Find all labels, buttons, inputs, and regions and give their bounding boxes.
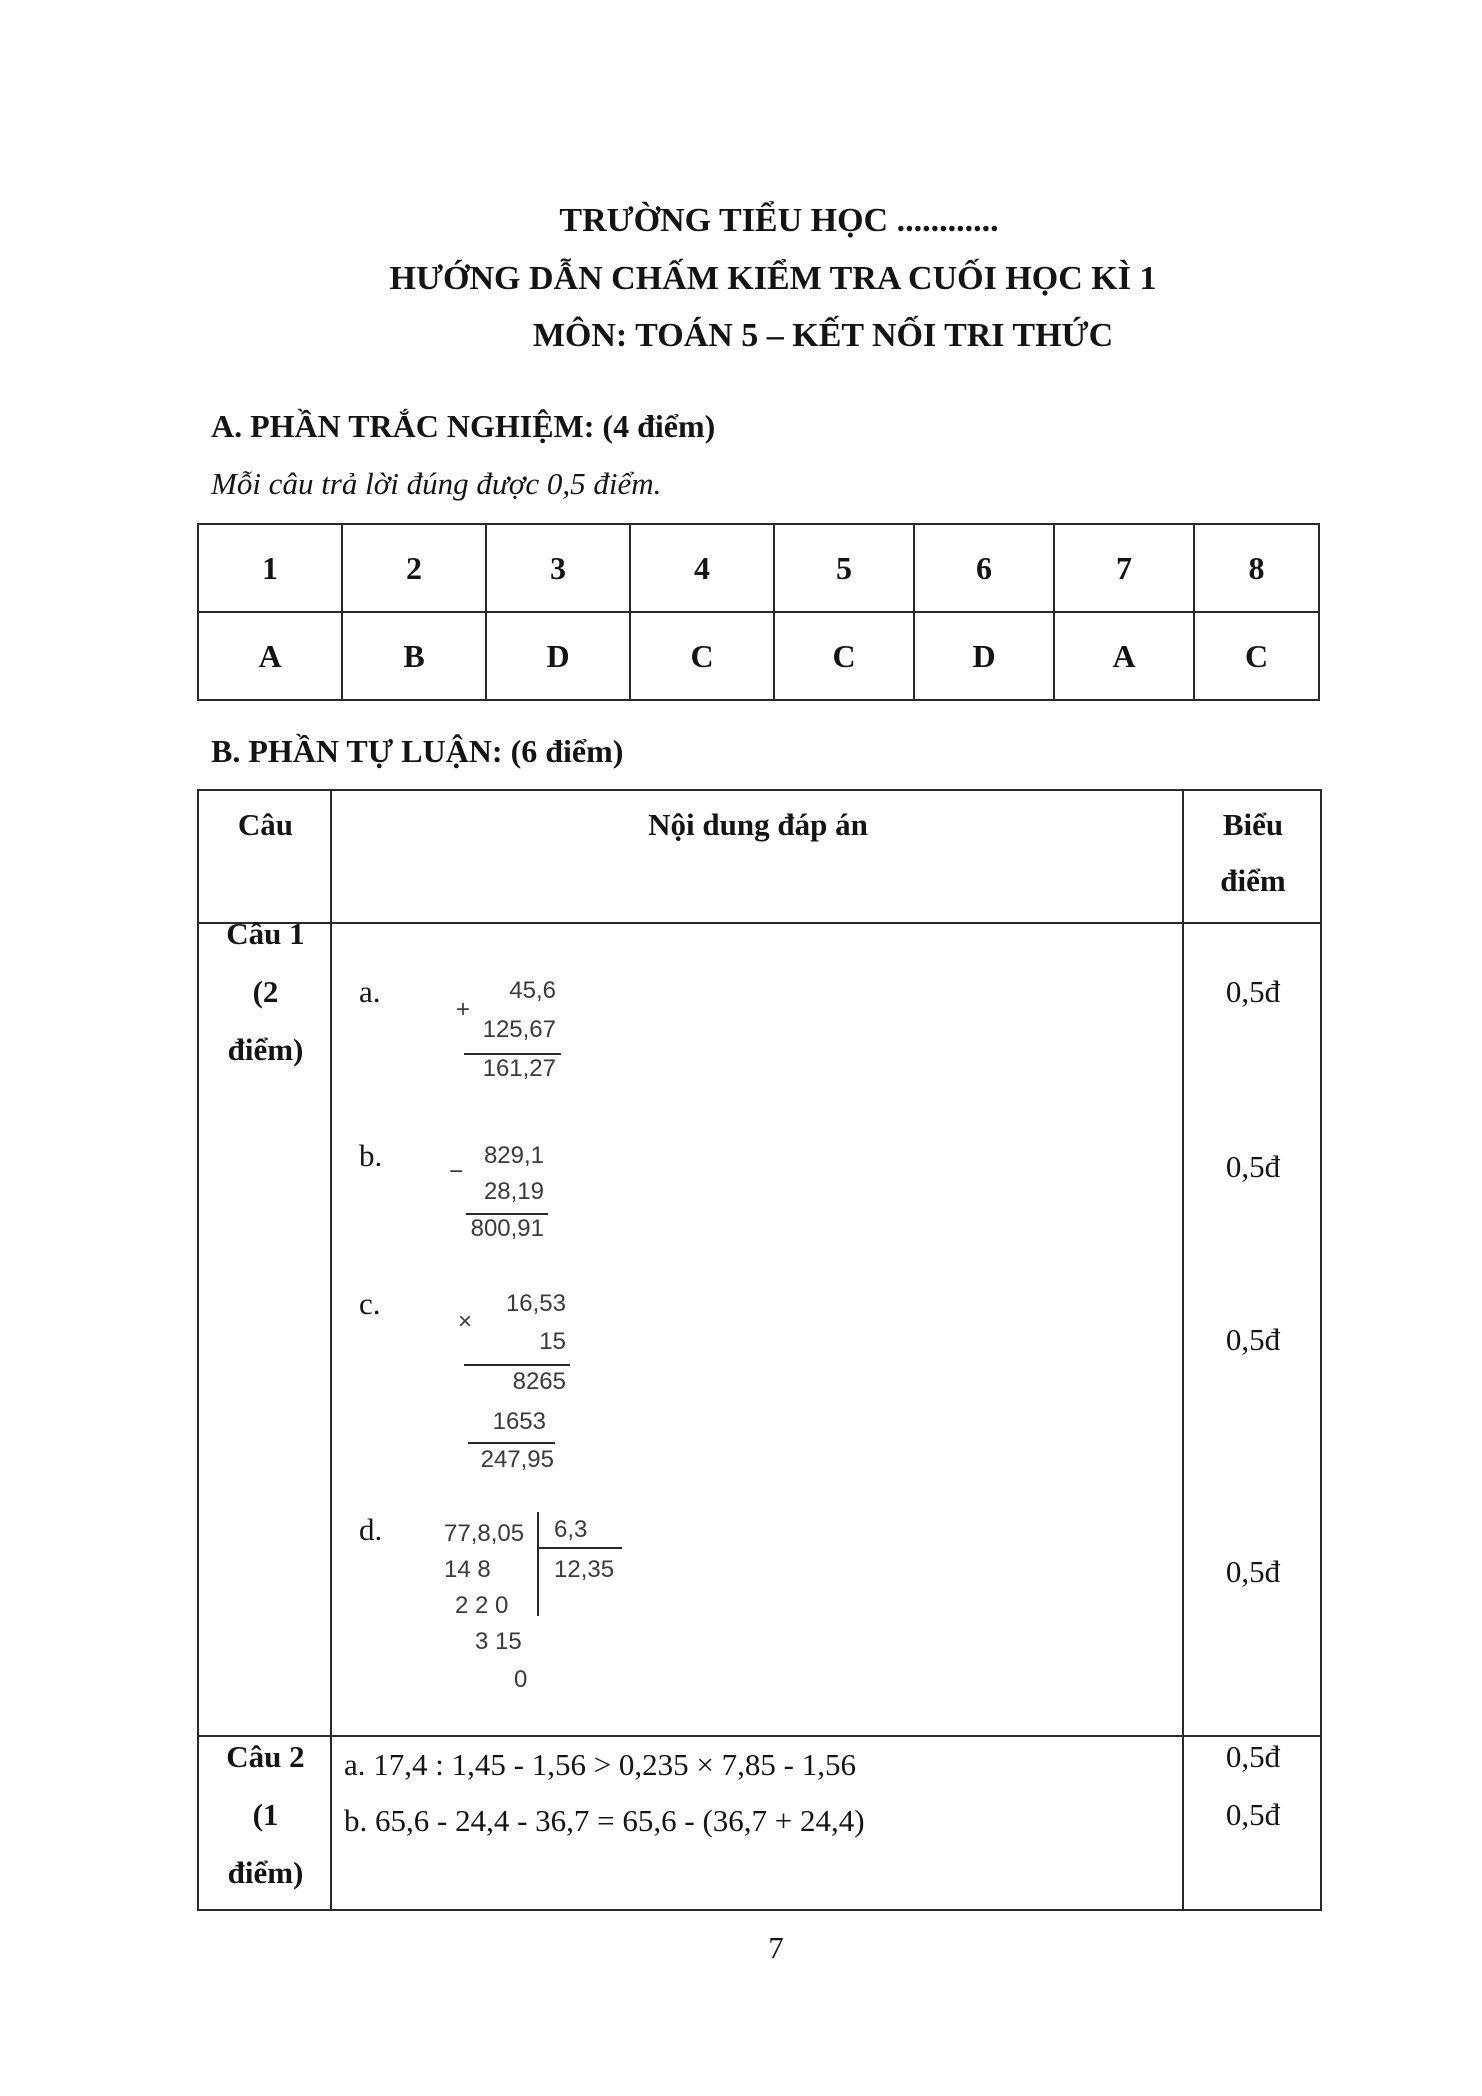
- subtrahend: 28,19: [483, 1178, 544, 1205]
- question-number: 2: [342, 524, 486, 612]
- part-c-score: 0,5đ: [1225, 1322, 1281, 1357]
- remainder-step-3: 3 15: [475, 1628, 522, 1655]
- question-2-part-a-score: 0,5đ: [1225, 1739, 1281, 1774]
- divisor: 6,3: [554, 1516, 588, 1543]
- multiplicand: 16,53: [505, 1290, 566, 1317]
- school-name: TRƯỜNG TIỂU HỌC ............: [559, 202, 999, 239]
- remainder-step-2: 2 2 0: [455, 1592, 509, 1619]
- difference-result: 800,91: [470, 1215, 544, 1242]
- question-number: 6: [914, 524, 1054, 612]
- division-bar-horizontal: [537, 1547, 622, 1549]
- question-number: 3: [486, 524, 630, 612]
- question-1-row: [198, 923, 1321, 1736]
- part-a-label: a.: [359, 974, 381, 1009]
- product-result: 247,95: [480, 1446, 554, 1473]
- partial-product-1: 8265: [512, 1368, 566, 1395]
- answer-cell: B: [342, 612, 486, 700]
- addition-operator: +: [456, 996, 471, 1023]
- partial-product-2: 1653: [492, 1408, 546, 1435]
- question-1-label-cell: [198, 916, 331, 1736]
- question-1-points-unit: điểm): [227, 1032, 304, 1067]
- addend-1: 45,6: [509, 977, 556, 1004]
- question-2-label-cell: [198, 1736, 331, 1910]
- column-header-content: Nội dung đáp án: [648, 807, 868, 842]
- remainder-step-1: 14 8: [444, 1556, 491, 1583]
- column-header-score-line2: điểm: [1220, 863, 1286, 898]
- part-a-score: 0,5đ: [1225, 974, 1281, 1009]
- document-title: HƯỚNG DẪN CHẤM KIỂM TRA CUỐI HỌC KÌ 1: [389, 260, 1157, 297]
- question-number: 8: [1194, 524, 1319, 612]
- question-2-score-cell: [1183, 1736, 1321, 1910]
- answer-cell: C: [774, 612, 914, 700]
- question-2-points: (1: [252, 1797, 279, 1832]
- header-cell-score: [1183, 790, 1321, 923]
- division-bar-vertical: [537, 1512, 539, 1616]
- page-number: 7: [768, 1930, 784, 1965]
- question-number: 1: [198, 524, 342, 612]
- question-1-label: Câu 1: [226, 916, 305, 951]
- part-b-score: 0,5đ: [1225, 1149, 1281, 1184]
- header-cell-question: [198, 790, 331, 923]
- product-line-1: [464, 1364, 570, 1366]
- question-2-part-a: a. 17,4 : 1,45 - 1,56 > 0,235 × 7,85 - 1,56: [344, 1747, 856, 1782]
- section-a-note: Mỗi câu trả lời đúng được 0,5 điểm.: [211, 466, 662, 501]
- answer-cell: C: [1194, 612, 1319, 700]
- subject-title: MÔN: TOÁN 5 – KẾT NỐI TRI THỨC: [532, 317, 1114, 354]
- question-2-row: [198, 1736, 1321, 1910]
- essay-answer-table: [197, 789, 1322, 1911]
- question-number: 5: [774, 524, 914, 612]
- header-cell-content: [331, 790, 1183, 923]
- part-d-label: d.: [359, 1512, 383, 1547]
- product-line-2: [468, 1442, 555, 1444]
- multiplication-operator: ×: [458, 1308, 473, 1335]
- question-1-content-cell: [331, 923, 1183, 1736]
- answer-cell: C: [630, 612, 774, 700]
- essay-header-row: [198, 790, 1321, 923]
- subtraction-operator: −: [449, 1158, 464, 1185]
- question-1-score-cell: [1183, 923, 1321, 1736]
- minuend: 829,1: [483, 1142, 544, 1169]
- question-1-points: (2: [252, 974, 279, 1009]
- column-header-score-line1: Biểu: [1222, 807, 1284, 842]
- answer-cell: A: [198, 612, 342, 700]
- answer-cell: A: [1054, 612, 1194, 700]
- question-2-content-cell: [331, 1736, 1183, 1910]
- question-number-row: [198, 524, 1319, 612]
- question-number: 4: [630, 524, 774, 612]
- remainder-final: 0: [514, 1666, 528, 1693]
- part-c-label: c.: [359, 1286, 381, 1321]
- section-b-heading: B. PHẦN TỰ LUẬN: (6 điểm): [211, 733, 624, 769]
- section-a-heading: A. PHẦN TRẮC NGHIỆM: (4 điểm): [211, 408, 716, 444]
- part-d-score: 0,5đ: [1225, 1554, 1281, 1589]
- column-header-question: Câu: [237, 807, 294, 842]
- multiple-choice-table: [197, 523, 1320, 701]
- answer-cell: D: [486, 612, 630, 700]
- question-number: 7: [1054, 524, 1194, 612]
- dividend: 77,8,05: [444, 1520, 525, 1547]
- multiplier: 15: [539, 1328, 566, 1355]
- part-b-label: b.: [359, 1138, 383, 1173]
- question-2-points-unit: điểm): [227, 1855, 304, 1890]
- answer-row: [198, 612, 1319, 700]
- question-2-part-b: b. 65,6 - 24,4 - 36,7 = 65,6 - (36,7 + 24,4): [344, 1803, 865, 1838]
- question-2-label: Câu 2: [226, 1739, 305, 1774]
- quotient: 12,35: [554, 1556, 615, 1583]
- question-2-part-b-score: 0,5đ: [1225, 1797, 1281, 1832]
- addend-2: 125,67: [482, 1016, 556, 1043]
- answer-cell: D: [914, 612, 1054, 700]
- sum-result: 161,27: [482, 1055, 556, 1082]
